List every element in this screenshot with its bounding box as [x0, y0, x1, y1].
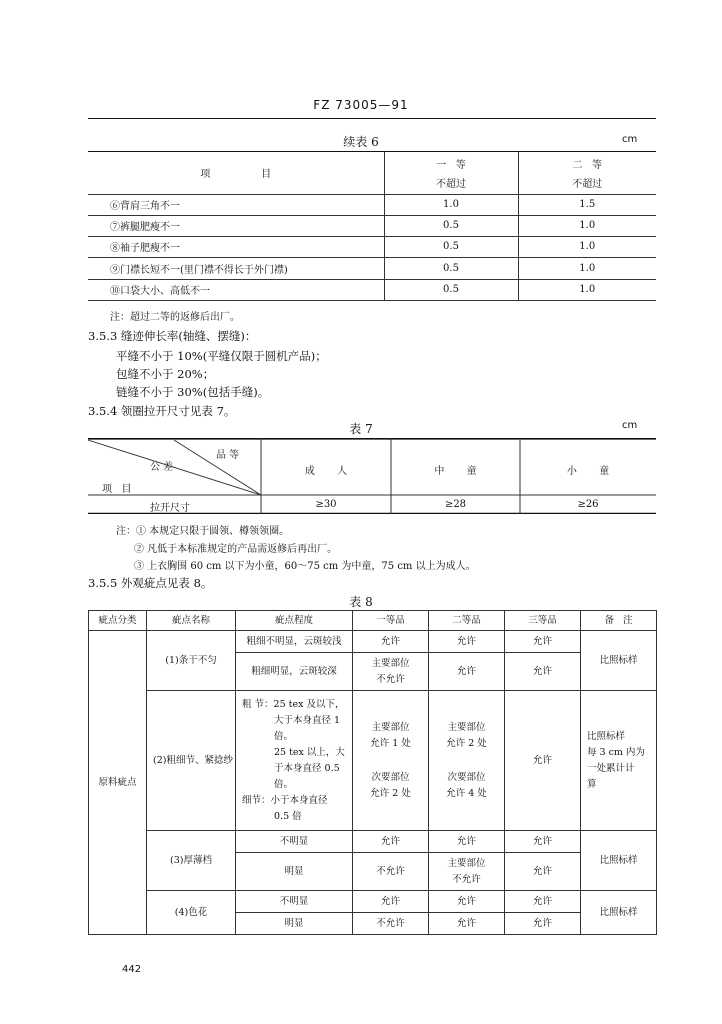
section-3-5-4-heading: 3.5.4 领圈拉开尺寸见表 7。	[88, 404, 236, 418]
table6-caption: 续表 6	[343, 135, 379, 149]
table7-row-label: 拉开尺寸	[150, 503, 190, 514]
table7-col-teen: 中 童	[434, 466, 477, 477]
table-row: (2)粗细节、紧捻纱 粗 节：25 tex 及以下， 大于本身直径 1 倍。 25 tex 以上，大 于本身直径 0.5 倍。 细节：小于本身直径 0.5 倍 主要部位 允许 1 处 次要部位 允许 2 处 主要部位 允许 2 处 次要部位 允许 4 处 允许 比照标样 每 3 cm 内为 一处累计计 算	[89, 691, 657, 831]
table8-caption: 表 8	[349, 595, 373, 609]
table8	[88, 610, 657, 935]
section-3-5-3-heading: 3.5.3 缝迹伸长率(轴缝、摆缝)：	[88, 329, 257, 343]
table-row: ⑩口袋大小、高低不一 0.5 1.0	[88, 279, 656, 300]
header-rule	[88, 118, 656, 119]
table7-caption: 表 7	[349, 422, 373, 436]
table6-col-grade2: 二 等 不超过	[518, 152, 656, 194]
section-3-5-3-line-2: 包缝不小于 20%；	[116, 367, 215, 381]
table-row: (3)厚薄档 不明显 允许 允许 允许 比照标样	[89, 831, 657, 853]
table-row: 明显 不允许 主要部位 不允许 允许	[89, 853, 657, 891]
table-row: ⑨门襟长短不一(里门襟不得长于外门襟) 0.5 1.0	[88, 257, 656, 279]
page-number: 442	[122, 964, 142, 975]
table-row: ⑦裤腿肥瘦不一 0.5 1.0	[88, 215, 656, 236]
table8-defect-name: (4)色花	[147, 891, 236, 935]
table-row: 粗细明显，云斑较深 主要部位 不允许 允许 允许	[89, 653, 657, 691]
standard-code-header: FZ 73005—91	[313, 98, 409, 112]
table7-value-child: ≥26	[577, 499, 599, 510]
table-row: 明显 不允许 允许 允许	[89, 913, 657, 935]
table7-value-adult: ≥30	[315, 499, 337, 510]
table6-note: 注：超过二等的返修后出厂。	[110, 312, 240, 323]
table8-defect-name: (1)条干不匀	[147, 631, 236, 691]
table7-diag-tolerance: 公 差	[150, 462, 174, 473]
table7-note-3: ③ 上衣胸围 60 cm 以下为小童，60～75 cm 为中童，75 cm 以上为成人。	[134, 561, 476, 572]
table7-diag-grade: 品 等	[216, 450, 240, 461]
section-3-5-3-line-1: 平缝不小于 10%(平缝仅限于圆机产品)；	[116, 349, 327, 363]
table7-col-child: 小 童	[566, 466, 610, 477]
table8-header-row: 疵点分类 疵点名称 疵点程度 一等品 二等品 三等品 备 注	[89, 611, 657, 631]
table7-unit: cm	[622, 420, 638, 431]
table7-col-adult: 成 人	[304, 466, 348, 477]
table6-col-item: 项 目	[88, 152, 384, 194]
table8-defect-name: (2)粗细节、紧捻纱	[147, 691, 236, 831]
table-row: ⑧袖子肥瘦不一 0.5 1.0	[88, 236, 656, 257]
table6-col-grade1: 一 等 不超过	[384, 152, 518, 194]
table7-note-1: 注：① 本规定只限于圆领、樽领领圈。	[116, 526, 290, 537]
table6-header-row	[88, 152, 656, 194]
table8-defect-name: (3)厚薄档	[147, 831, 236, 891]
table-row: (4)色花 不明显 允许 允许 允许 比照标样	[89, 891, 657, 913]
table6-unit: cm	[622, 134, 638, 145]
table7-note-2: ② 凡低于本标准规定的产品需返修后再出厂。	[134, 544, 338, 555]
table7-value-teen: ≥28	[444, 499, 467, 510]
table7-diag-item: 项 目	[102, 484, 132, 495]
table-row: ⑥背肩三角不一 1.0 1.5	[88, 194, 656, 215]
table6	[88, 152, 656, 301]
table-row: 原料疵点 (1)条干不匀 粗细不明显，云斑较浅 允许 允许 允许 比照标样	[89, 631, 657, 653]
section-3-5-5-heading: 3.5.5 外观疵点见表 8。	[88, 576, 213, 590]
table8-category: 原料疵点	[89, 631, 147, 935]
section-3-5-3-line-3: 链缝不小于 30%(包括手缝)。	[116, 385, 270, 399]
